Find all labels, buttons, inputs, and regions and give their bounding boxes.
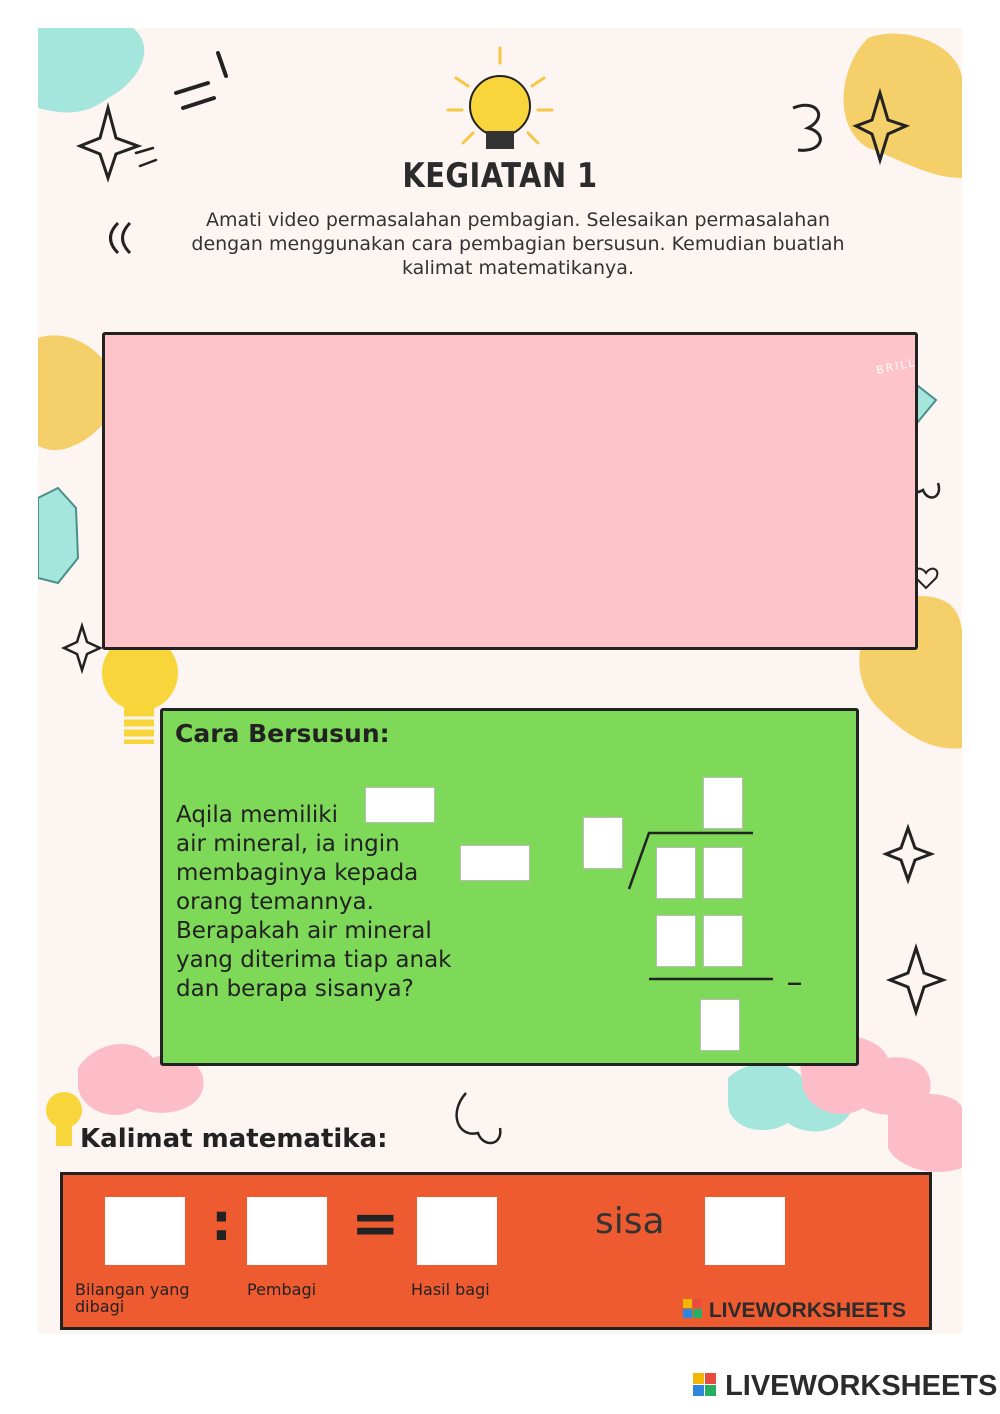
minus-sign: _ [788, 956, 801, 986]
diamond-label: BRILL [875, 355, 918, 378]
logo-mark-icon [683, 1299, 703, 1319]
label-quotient: Hasil bagi [411, 1280, 490, 1299]
cara-bersusun-title: Cara Bersusun: [175, 719, 390, 748]
story-line: membaginya kepada [176, 860, 419, 886]
inner-brand-text: LIVEWORKSHEETS [708, 1299, 907, 1322]
kalimat-title: Kalimat matematika: [80, 1124, 388, 1154]
footer-brand-text: LIVEWORKSHEETS [725, 1370, 998, 1402]
video-area[interactable] [102, 332, 918, 650]
instruction-text [128, 208, 908, 280]
story-line: dan berapa sisanya? [176, 976, 414, 1002]
cara-bersusun-panel [160, 708, 859, 1066]
story-line: yang diterima tiap anak [176, 947, 452, 973]
label-divisor: Pembagi [247, 1280, 317, 1299]
kalimat-matematika-panel [60, 1172, 932, 1330]
page-title: KEGIATAN 1 [402, 156, 598, 196]
story-line: Aqila memiliki [176, 802, 338, 828]
worksheet-page [38, 28, 962, 1334]
label-dividend [75, 1281, 190, 1315]
instruction-line: kalimat matematikanya. [402, 257, 634, 279]
story-line: Berapakah air mineral [176, 918, 432, 944]
story-line: orang temannya. [176, 889, 374, 915]
quotient-box[interactable] [417, 1197, 497, 1265]
logo-mark-icon [693, 1373, 717, 1397]
equals-symbol: = [351, 1189, 400, 1257]
sisa-label: sisa [595, 1201, 665, 1242]
footer-brand-logo [693, 1370, 997, 1403]
divide-symbol: : [211, 1193, 232, 1253]
story-line: air mineral, ia ingin [176, 831, 400, 857]
label-line: dibagi [75, 1297, 125, 1316]
dividend-box[interactable] [105, 1197, 185, 1265]
label-line: Bilangan yang [75, 1280, 190, 1299]
instruction-line: dengan menggunakan cara pembagian bersusun. Kemudian buatlah [191, 233, 845, 255]
divisor-box[interactable] [247, 1197, 327, 1265]
instruction-line: Amati video permasalahan pembagian. Selesaikan permasalahan [205, 209, 831, 231]
long-division-bracket [163, 711, 856, 1063]
remainder-box[interactable] [705, 1197, 785, 1265]
inner-brand-logo [683, 1299, 906, 1323]
